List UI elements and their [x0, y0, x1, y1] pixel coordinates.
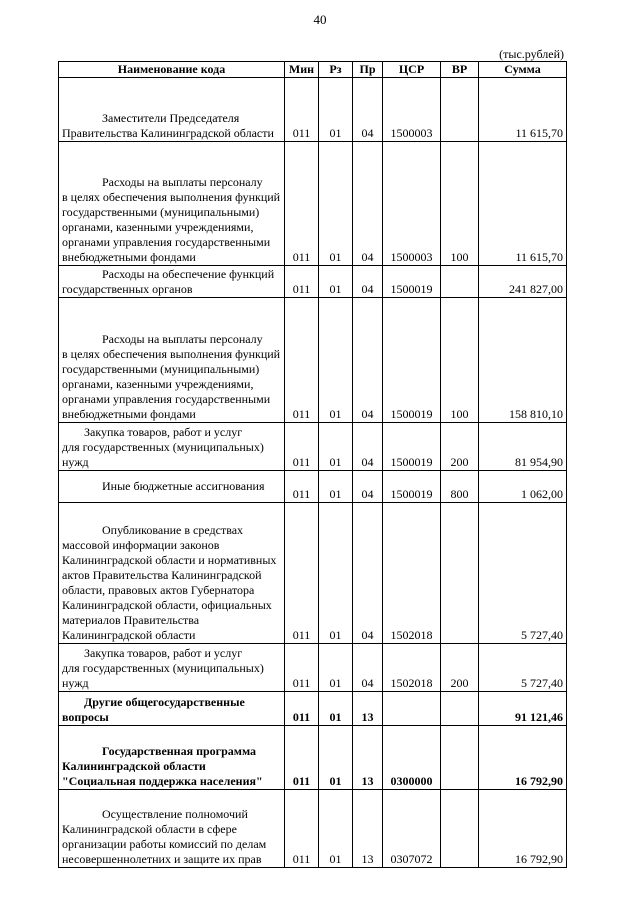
table-row	[59, 142, 567, 266]
table-row	[59, 423, 567, 471]
row-csr: 1500019	[383, 423, 441, 471]
table-row	[59, 503, 567, 644]
table-row	[59, 78, 567, 142]
table-row	[59, 726, 567, 790]
row-min: 011	[285, 78, 319, 142]
row-rz: 01	[319, 471, 353, 503]
row-name	[59, 790, 285, 868]
row-vr	[441, 726, 479, 790]
row-name-first: Расходы на обеспечение функций	[102, 267, 275, 281]
budget-table	[58, 61, 567, 868]
units-label: (тыс.рублей)	[499, 47, 564, 61]
row-pr: 13	[353, 726, 383, 790]
header-rz: Рз	[319, 62, 353, 78]
table-row	[59, 790, 567, 868]
row-vr	[441, 790, 479, 868]
row-name	[59, 503, 285, 644]
row-pr: 13	[353, 692, 383, 726]
row-pr: 04	[353, 142, 383, 266]
page-number: 40	[313, 12, 327, 27]
row-csr: 0307072	[383, 790, 441, 868]
row-csr: 1500003	[383, 142, 441, 266]
row-pr: 04	[353, 644, 383, 692]
row-name-rest: для государственных (муниципальных) нужд	[62, 440, 264, 469]
row-min: 011	[285, 423, 319, 471]
row-min: 011	[285, 266, 319, 298]
row-pr: 04	[353, 266, 383, 298]
row-sum: 1 062,00	[479, 471, 567, 503]
row-rz: 01	[319, 266, 353, 298]
row-min: 011	[285, 503, 319, 644]
row-rz: 01	[319, 78, 353, 142]
row-name-rest: Калининградской области "Социальная поддержка населения"	[62, 759, 263, 788]
row-name-rest: государственных органов	[62, 282, 193, 296]
row-min: 011	[285, 692, 319, 726]
row-sum: 5 727,40	[479, 503, 567, 644]
row-vr: 200	[441, 423, 479, 471]
row-name	[59, 644, 285, 692]
row-name-rest: в целях обеспечения выполнения функций государственными (муниципальными) органами, казенными учреждениями, органами управления государственными внебюджетными фондами	[62, 190, 281, 264]
row-name	[59, 692, 285, 726]
row-rz: 01	[319, 298, 353, 423]
row-csr: 1502018	[383, 644, 441, 692]
row-vr	[441, 266, 479, 298]
row-sum: 241 827,00	[479, 266, 567, 298]
row-name-first: Иные бюджетные ассигнования	[102, 479, 265, 493]
row-name-rest: в целях обеспечения выполнения функций государственными (муниципальными) органами, казенными учреждениями, органами управления государственными внебюджетными фондами	[62, 347, 281, 421]
row-name-first: Расходы на выплаты персоналу	[102, 332, 263, 346]
row-name-first: Осуществление полномочий	[102, 807, 248, 821]
table-row	[59, 471, 567, 503]
row-name	[59, 298, 285, 423]
row-csr: 1500003	[383, 78, 441, 142]
table-row	[59, 644, 567, 692]
row-pr: 04	[353, 503, 383, 644]
row-csr: 1500019	[383, 266, 441, 298]
table-row	[59, 298, 567, 423]
row-sum: 11 615,70	[479, 78, 567, 142]
row-vr	[441, 503, 479, 644]
row-name-rest: Калининградской области в сфере организации работы комиссий по делам несовершеннолетних и защите их прав	[62, 822, 267, 866]
row-name-rest: Правительства Калининградской области	[62, 126, 274, 140]
row-rz: 01	[319, 142, 353, 266]
row-vr: 200	[441, 644, 479, 692]
row-rz: 01	[319, 692, 353, 726]
row-sum: 5 727,40	[479, 644, 567, 692]
row-name	[59, 266, 285, 298]
header-vr: ВР	[441, 62, 479, 78]
row-min: 011	[285, 142, 319, 266]
row-name	[59, 142, 285, 266]
row-name-rest: для государственных (муниципальных) нужд	[62, 661, 264, 690]
row-rz: 01	[319, 423, 353, 471]
row-pr: 04	[353, 471, 383, 503]
header-sum: Сумма	[479, 62, 567, 78]
row-sum: 16 792,90	[479, 790, 567, 868]
row-pr: 04	[353, 298, 383, 423]
row-csr: 0300000	[383, 726, 441, 790]
row-sum: 91 121,46	[479, 692, 567, 726]
row-name	[59, 78, 285, 142]
header-min: Мин	[285, 62, 319, 78]
row-sum: 158 810,10	[479, 298, 567, 423]
header-csr: ЦСР	[383, 62, 441, 78]
row-csr: 1502018	[383, 503, 441, 644]
table-header-row	[59, 62, 567, 78]
row-name-rest: вопросы	[62, 710, 109, 724]
row-csr	[383, 692, 441, 726]
row-rz: 01	[319, 790, 353, 868]
row-csr: 1500019	[383, 471, 441, 503]
row-csr: 1500019	[383, 298, 441, 423]
row-pr: 04	[353, 78, 383, 142]
row-rz: 01	[319, 503, 353, 644]
row-pr: 13	[353, 790, 383, 868]
header-pr: Пр	[353, 62, 383, 78]
row-name	[59, 423, 285, 471]
row-name-first: Закупка товаров, работ и услуг	[84, 425, 243, 439]
row-vr: 100	[441, 298, 479, 423]
row-vr	[441, 692, 479, 726]
row-rz: 01	[319, 726, 353, 790]
row-pr: 04	[353, 423, 383, 471]
row-vr: 100	[441, 142, 479, 266]
row-rz: 01	[319, 644, 353, 692]
row-name-first: Опубликование в средствах	[102, 523, 244, 537]
row-name-first: Другие общегосударственные	[84, 695, 245, 709]
row-name-first: Заместители Председателя	[102, 111, 240, 125]
table-row	[59, 692, 567, 726]
table-row	[59, 266, 567, 298]
row-sum: 11 615,70	[479, 142, 567, 266]
row-min: 011	[285, 790, 319, 868]
row-vr: 800	[441, 471, 479, 503]
row-name-first: Расходы на выплаты персоналу	[102, 175, 263, 189]
row-name	[59, 471, 285, 503]
header-name: Наименование кода	[59, 62, 285, 78]
row-name-first: Закупка товаров, работ и услуг	[84, 646, 243, 660]
row-name-rest: массовой информации законов Калининградской области и нормативных актов Правительства Калининградской области, правовых актов Губернатора Калининградской области, официальных материалов Правительства Калининградской области	[62, 538, 277, 642]
row-min: 011	[285, 726, 319, 790]
row-min: 011	[285, 644, 319, 692]
row-name	[59, 726, 285, 790]
row-min: 011	[285, 298, 319, 423]
row-sum: 16 792,90	[479, 726, 567, 790]
row-sum: 81 954,90	[479, 423, 567, 471]
row-vr	[441, 78, 479, 142]
row-min: 011	[285, 471, 319, 503]
row-name-first: Государственная программа	[102, 744, 257, 758]
